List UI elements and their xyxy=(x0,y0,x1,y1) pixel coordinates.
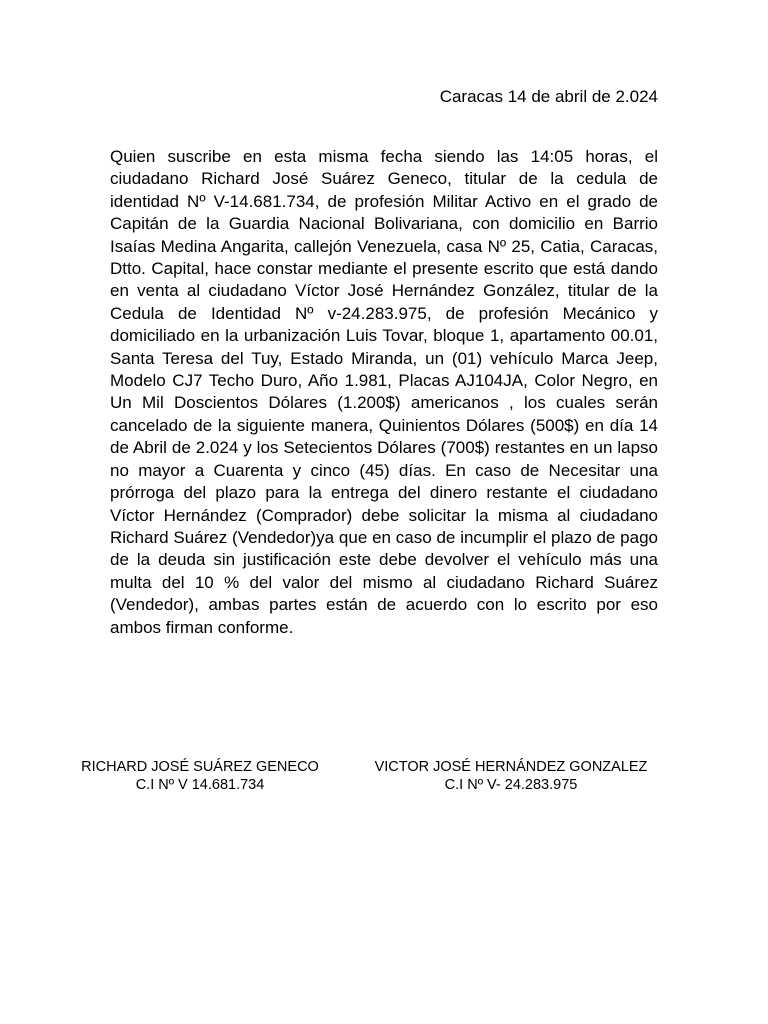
date-line: Caracas 14 de abril de 2.024 xyxy=(439,87,658,106)
buyer-name: VICTOR JOSÉ HERNÁNDEZ GONZALEZ xyxy=(374,759,648,775)
buyer-signature xyxy=(360,758,662,794)
seller-id: C.I Nº V 14.681.734 xyxy=(135,777,265,793)
seller-signature xyxy=(60,758,340,794)
seller-name: RICHARD JOSÉ SUÁREZ GENECO xyxy=(81,759,319,775)
document-body: Quien suscribe en esta misma fecha siendo las 14:05 horas, el ciudadano Richard José Suárez Geneco, titular de la cedula de identidad Nº V-14.681.734, de profesión Militar Activo en el grado de Capitán de la Guardia Nacional Bolivariana, con domicilio en Barrio Isaías Medina Angarita, callejón Venezuela, casa Nº 25, Catia, Caracas, Dtto. Capital, hace constar mediante el presente escrito que está dando en venta al ciudadano Víctor José Hernández González, titular de la Cedula de Identidad Nº v-24.283.975, de profesión Mecánico y domiciliado en la urbanización Luis Tovar, bloque 1, apartamento 00.01, Santa Teresa del Tuy, Estado Miranda, un (01) vehículo Marca Jeep, Modelo CJ7 Techo Duro, Año 1.981, Placas AJ104JA, Color Negro, en Un Mil Doscientos Dólares (1.200$) americanos , los cuales serán cancelado de la siguiente manera, Quinientos Dólares (500$) en día 14 de Abril de 2.024 y los Setecientos Dólares (700$) restantes en un lapso no mayor a Cuarenta y cinco (45) días. En caso de Necesitar una prórroga del plazo para la entrega del dinero restante el ciudadano Víctor Hernández (Comprador) debe solicitar la misma al ciudadano Richard Suárez (Vendedor)ya que en caso de incumplir el plazo de pago de la deuda sin justificación este debe devolver el vehículo más una multa del 10 % del valor del mismo al ciudadano Richard Suárez (Vendedor), ambas partes están de acuerdo con lo escrito por eso ambos firman conforme. xyxy=(110,147,658,637)
signature-block xyxy=(0,758,768,798)
buyer-id: C.I Nº V- 24.283.975 xyxy=(444,777,578,793)
